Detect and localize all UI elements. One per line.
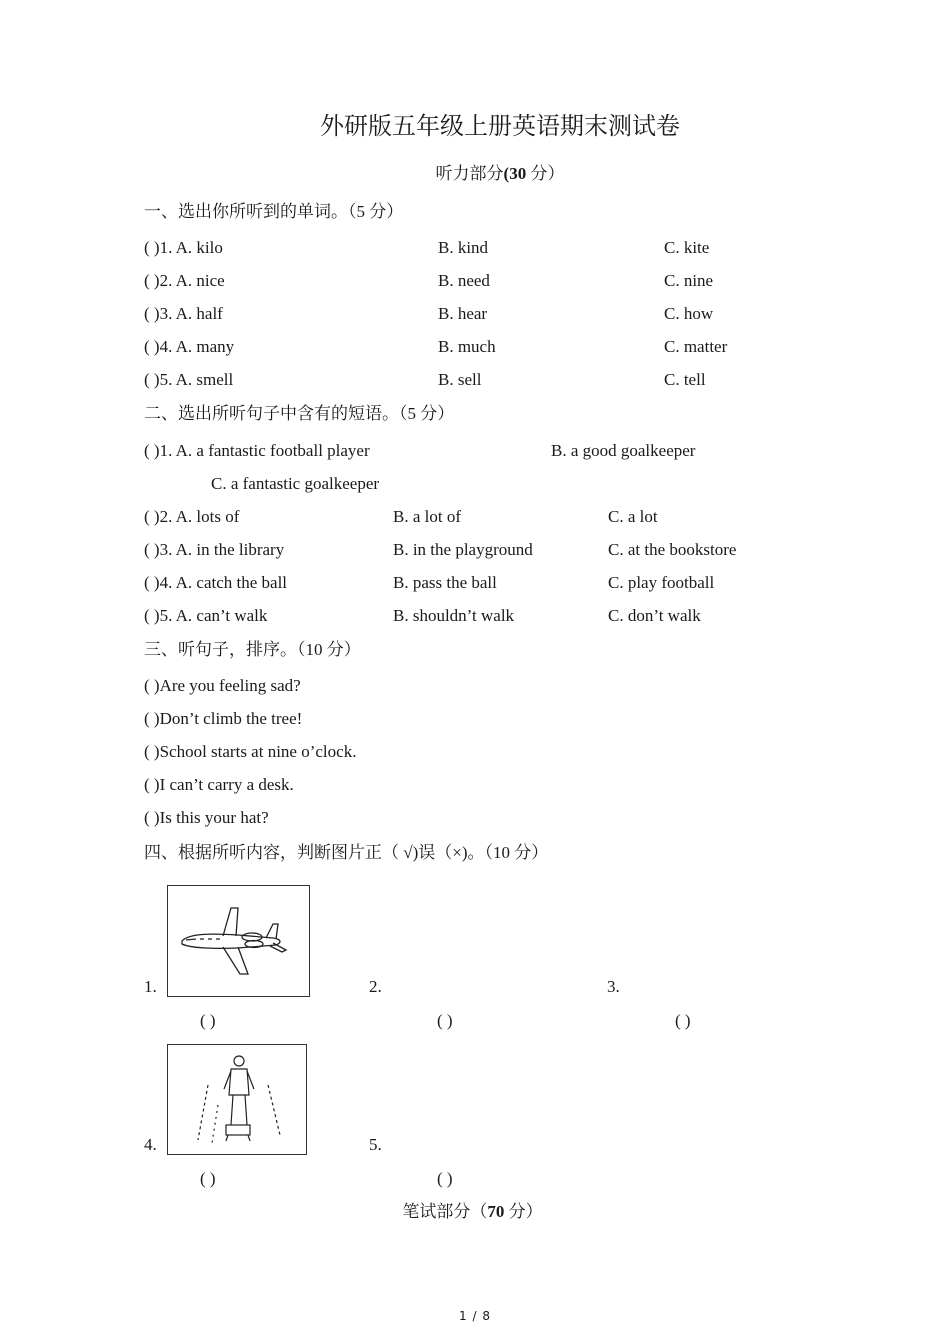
s4-blank-5: ( ) bbox=[437, 1169, 453, 1188]
s1-q2-b: B. need bbox=[438, 271, 490, 290]
writing-header: 笔试部分（70 分） bbox=[402, 1202, 543, 1221]
s1-q1-b: B. kind bbox=[438, 238, 489, 257]
s3-item-5: ( )Is this your hat? bbox=[144, 808, 269, 827]
s4-blank-3: ( ) bbox=[675, 1011, 691, 1030]
s3-item-4: ( )I can’t carry a desk. bbox=[144, 775, 294, 794]
page-number: 1 / 8 bbox=[459, 1309, 491, 1323]
s2-q1-b: B. a good goalkeeper bbox=[551, 441, 696, 460]
s2-q5-b: B. shouldn’t walk bbox=[393, 606, 515, 625]
s2-q4-b: B. pass the ball bbox=[393, 573, 497, 592]
s1-q5-c: C. tell bbox=[664, 370, 706, 389]
s2-q3-c: C. at the bookstore bbox=[608, 540, 737, 559]
s4-label-3: 3. bbox=[607, 977, 620, 996]
page-title: 外研版五年级上册英语期末测试卷 bbox=[320, 114, 680, 140]
airplane-picture bbox=[167, 885, 310, 997]
s1-q5-a: ( )5. A. smell bbox=[144, 370, 234, 389]
s2-q5-c: C. don’t walk bbox=[608, 606, 701, 625]
s2-q4-c: C. play football bbox=[608, 573, 715, 592]
s1-q5-b: B. sell bbox=[438, 370, 482, 389]
s2-q1-a: ( )1. A. a fantastic football player bbox=[144, 441, 370, 460]
s2-q2-b: B. a lot of bbox=[393, 507, 461, 526]
s4-label-2: 2. bbox=[369, 977, 382, 996]
s2-q1-c: C. a fantastic goalkeeper bbox=[211, 474, 380, 493]
s3-item-3: ( )School starts at nine o’clock. bbox=[144, 742, 357, 761]
s4-blank-1: ( ) bbox=[200, 1011, 216, 1030]
s1-q3-a: ( )3. A. half bbox=[144, 304, 223, 323]
s1-q1-c: C. kite bbox=[664, 238, 710, 257]
s2-q3-b: B. in the playground bbox=[393, 540, 533, 559]
airplane-icon bbox=[168, 886, 309, 996]
s4-label-5: 5. bbox=[369, 1135, 382, 1154]
section-3-heading: 三、听句子，排序。（10 分） bbox=[144, 640, 361, 659]
s1-q3-b: B. hear bbox=[438, 304, 488, 323]
section-4-heading: 四、根据所听内容，判断图片正（ √)误（×)。（10 分） bbox=[144, 843, 549, 862]
s2-q2-c: C. a lot bbox=[608, 507, 658, 526]
s3-item-1: ( )Are you feeling sad? bbox=[144, 676, 301, 695]
person-picture bbox=[167, 1044, 307, 1155]
s4-blank-4: ( ) bbox=[200, 1169, 216, 1188]
s1-q2-c: C. nine bbox=[664, 271, 714, 290]
s4-blank-2: ( ) bbox=[437, 1011, 453, 1030]
section-1-heading: 一、选出你所听到的单词。（5 分） bbox=[144, 202, 404, 221]
s2-q5-a: ( )5. A. can’t walk bbox=[144, 606, 268, 625]
s1-q3-c: C. how bbox=[664, 304, 714, 323]
s2-q2-a: ( )2. A. lots of bbox=[144, 507, 240, 526]
s2-q3-a: ( )3. A. in the library bbox=[144, 540, 285, 559]
s1-q4-b: B. much bbox=[438, 337, 496, 356]
section-2-heading: 二、选出所听句子中含有的短语。（5 分） bbox=[144, 404, 455, 423]
s1-q2-a: ( )2. A. nice bbox=[144, 271, 225, 290]
s1-q4-c: C. matter bbox=[664, 337, 728, 356]
s1-q4-a: ( )4. A. many bbox=[144, 337, 235, 356]
s2-q4-a: ( )4. A. catch the ball bbox=[144, 573, 288, 592]
s1-q1-a: ( )1. A. kilo bbox=[144, 238, 223, 257]
person-icon bbox=[168, 1045, 306, 1154]
s4-label-1: 1. bbox=[144, 977, 157, 996]
listening-header: 听力部分(30 分） bbox=[435, 164, 565, 183]
s4-label-4: 4. bbox=[144, 1135, 157, 1154]
s3-item-2: ( )Don’t climb the tree! bbox=[144, 709, 303, 728]
